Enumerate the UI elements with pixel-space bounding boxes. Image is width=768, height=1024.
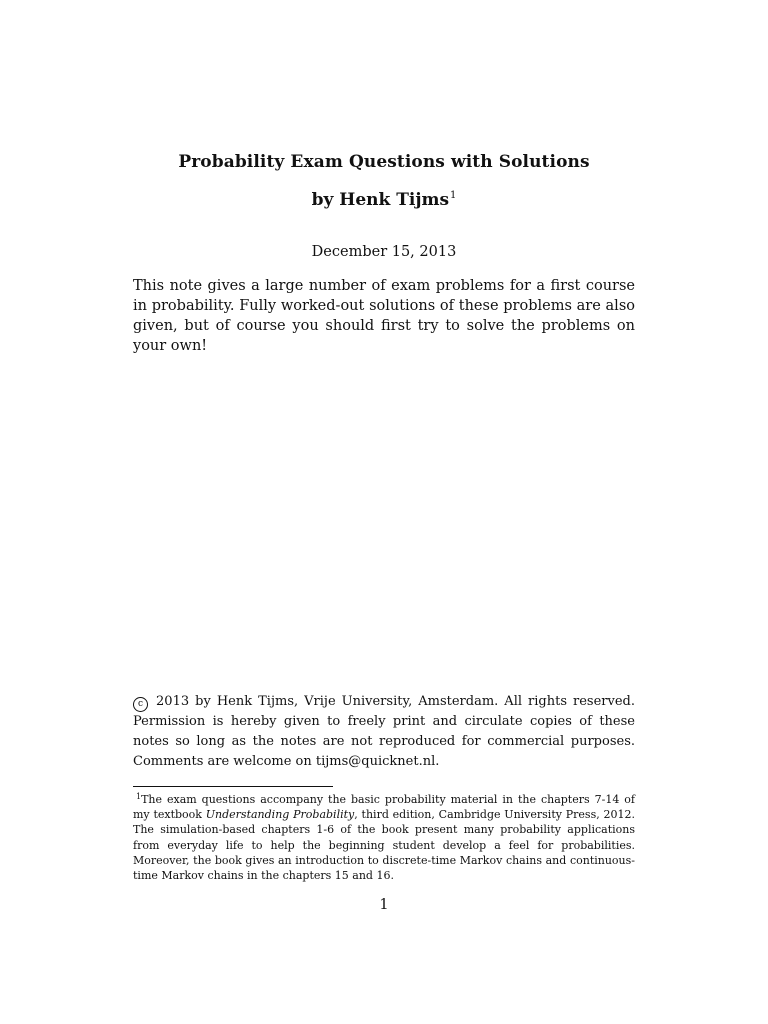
- footnote: [133, 789, 635, 883]
- document-date: December 15, 2013: [311, 244, 457, 260]
- author-name: by Henk Tijms: [311, 190, 450, 210]
- copyright-icon: c: [133, 697, 148, 712]
- footnote-text-before: The exam questions accompany the basic probability material in the chapters 7-14 of my textbook: [133, 793, 635, 822]
- copyright-notice: [133, 692, 635, 772]
- document-title: Probability Exam Questions with Solutions: [178, 152, 590, 172]
- author-line: [0, 190, 768, 210]
- footnote-text-after: , third edition, Cambridge University Press, 2012. The simulation-based chapters 1-6 of the book present many probability applications from everyday life to help the beginning student develop a feel for probabilities. Moreover, the book gives an introduction to discrete-time Markov chains and continuous-time Markov chains in the chapters 15 and 16.: [133, 808, 635, 883]
- footnote-mark: 1: [136, 792, 142, 801]
- author-footnote-mark: 1: [450, 190, 457, 201]
- footnote-book-title: Understanding Probability: [205, 808, 355, 822]
- page-number: 1: [379, 897, 389, 913]
- copyright-text: 2013 by Henk Tijms, Vrije University, Amsterdam. All rights reserved. Permission is hereby given to freely print and circulate copies of these notes so long as the notes are not reproduced for commercial purposes. Comments are welcome on tijms@quicknet.nl.: [133, 694, 635, 769]
- abstract-paragraph: This note gives a large number of exam problems for a first course in probability. Fully worked-out solutions of these problems are also given, but of course you should first try to solve the problems on your own!: [133, 278, 635, 354]
- footnote-divider: [133, 786, 333, 787]
